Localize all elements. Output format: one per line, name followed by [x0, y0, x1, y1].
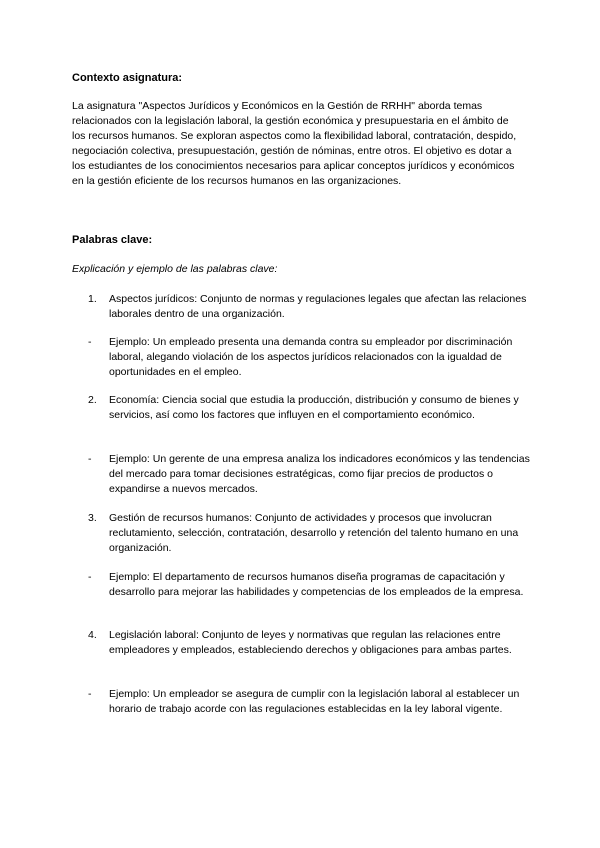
- list-marker: 1.: [88, 293, 97, 305]
- keywords-heading: Palabras clave:: [72, 234, 153, 246]
- list-item-text: Ejemplo: Un gerente de una empresa analiza los indicadores económicos y las tendencias del mercado para tomar decisiones estratégicas, como fijar precios de productos o expandirse a nuevos mercados.: [109, 453, 530, 495]
- list-item-text: Ejemplo: Un empleado presenta una demanda contra su empleador por discriminación laboral, alegando violación de los aspectos jurídicos relacionados con la igualdad de oportunidades en el empleo.: [109, 336, 513, 378]
- list-marker: -: [88, 571, 92, 583]
- list-marker: 2.: [88, 394, 97, 406]
- keyword-item-3: [72, 511, 532, 556]
- keyword-example-3: [72, 570, 532, 600]
- list-marker: 4.: [88, 629, 97, 641]
- list-item-text: Economía: Ciencia social que estudia la producción, distribución y consumo de bienes y servicios, así como los factores que influyen en el comportamiento económico.: [109, 394, 519, 421]
- context-heading: Contexto asignatura:: [72, 72, 183, 84]
- list-marker: -: [88, 336, 92, 348]
- list-item-text: Ejemplo: Un empleador se asegura de cumplir con la legislación laboral al establecer un horario de trabajo acorde con las regulaciones establecidas en la ley laboral vigente.: [109, 688, 520, 715]
- list-marker: 3.: [88, 512, 97, 524]
- list-item-text: Gestión de recursos humanos: Conjunto de actividades y procesos que involucran reclutamiento, selección, contratación, desarrollo y retención del talento humano en una organización.: [109, 512, 519, 554]
- keywords-subheading: Explicación y ejemplo de las palabras clave:: [72, 263, 278, 275]
- list-marker: -: [88, 688, 92, 700]
- keyword-example-1: [72, 335, 532, 380]
- keyword-item-2: [72, 393, 532, 423]
- keyword-example-2: [72, 452, 532, 497]
- list-item-text: Legislación laboral: Conjunto de leyes y normativas que regulan las relaciones entre empleadores y empleados, estableciendo derechos y obligaciones para ambas partes.: [109, 629, 512, 656]
- list-marker: -: [88, 453, 92, 465]
- keyword-item-1: [72, 292, 532, 322]
- list-item-text: Ejemplo: El departamento de recursos humanos diseña programas de capacitación y desarrollo para mejorar las habilidades y competencias de los empleados de la empresa.: [109, 571, 524, 598]
- keyword-example-4: [72, 687, 532, 717]
- list-item-text: Aspectos jurídicos: Conjunto de normas y regulaciones legales que afectan las relaciones laborales dentro de una organización.: [109, 293, 527, 320]
- keyword-item-4: [72, 628, 532, 658]
- context-paragraph: La asignatura "Aspectos Jurídicos y Económicos en la Gestión de RRHH" aborda temas relacionados con la legislación laboral, la gestión económica y presupuestaria en el ámbito de los recursos humanos. Se exploran aspectos como la flexibilidad laboral, contratación, despido, negociación colectiva, presupuestación, gestión de nóminas, entre otros. El objetivo es dotar a los estudiantes de los conocimientos necesarios para aplicar conceptos jurídicos y económicos en la gestión eficiente de los recursos humanos en las organizaciones.: [72, 100, 517, 187]
